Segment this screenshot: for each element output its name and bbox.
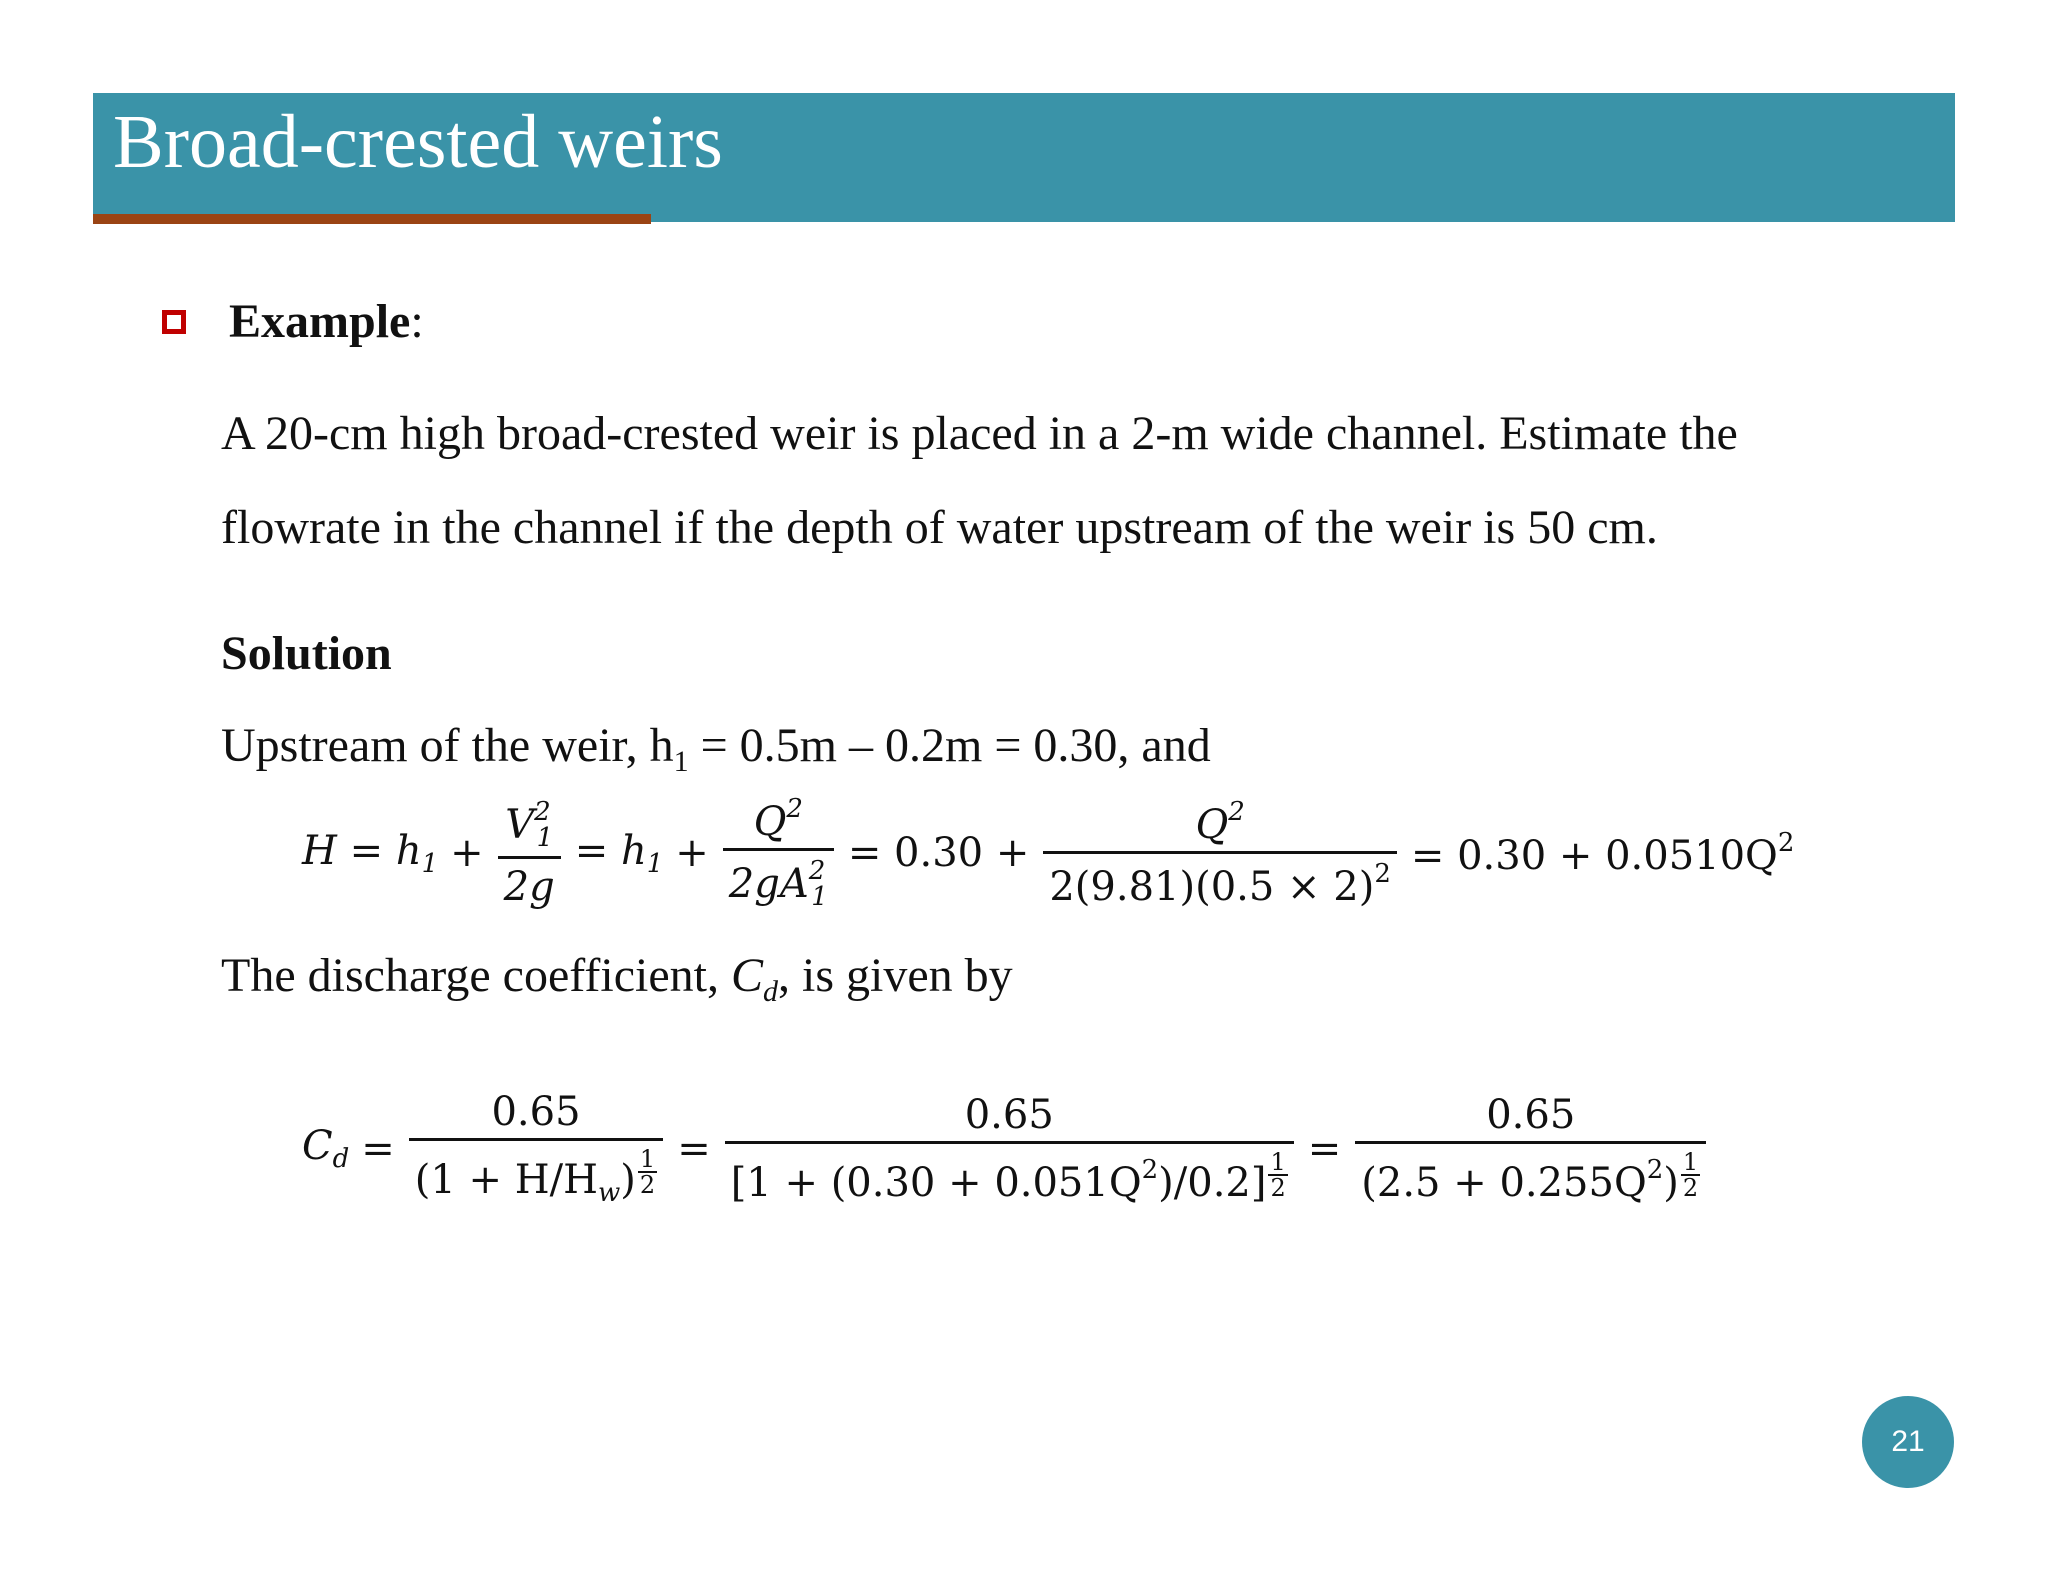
- title-underline: [93, 214, 651, 224]
- eq1-plus2: +: [675, 830, 709, 877]
- example-label: Example: [229, 295, 411, 348]
- problem-line-1: A 20-cm high broad-crested weir is placed in a 2-m wide channel. Estimate the: [221, 407, 1738, 460]
- example-heading: [229, 296, 424, 349]
- eq2-frac-2: 0.65 $[1 + (0.30 + 0.051Q^2)/0.2]$ $\frac{1}{2}$: [725, 1093, 1294, 1205]
- eq2-frac-1: 0.65 $(1 + H/H_w)$ $\frac{1}{2}$: [409, 1090, 663, 1208]
- checkbox-bullet-icon: [162, 310, 186, 334]
- eq1-frac-velocity: $\frac{V^2_1}{2g}$: [498, 798, 561, 910]
- page-number-badge: 21: [1862, 1396, 1954, 1488]
- discharge-symbol: C: [731, 949, 764, 1002]
- solution-heading: Solution: [221, 627, 392, 680]
- eq2-eq3: =: [1307, 1125, 1342, 1172]
- problem-line-2: flowrate in the channel if the depth of water upstream of the weir is 50 cm.: [221, 501, 1658, 554]
- discharge-line: [221, 950, 1013, 1008]
- upstream-sub: 1: [673, 745, 689, 778]
- eq1-frac-discharge: $\frac{Q^2}{2gA^2_1}$: [723, 795, 834, 912]
- eq2-eq1: =: [361, 1125, 395, 1172]
- eq1-plus: +: [450, 830, 484, 877]
- upstream-prefix: Upstream of the weir, h: [221, 719, 674, 772]
- upstream-suffix: = 0.5m – 0.2m = 0.30, and: [688, 719, 1211, 772]
- eq2-lhs: $C_d$: [302, 1123, 350, 1175]
- eq2-eq2: =: [677, 1125, 711, 1172]
- cd-equation: [296, 1090, 1714, 1208]
- eq1-eq-h: = $h_1$: [574, 827, 664, 879]
- eq2-frac-3: 0.65 $(2.5 + 0.255Q^2)$ $\frac{1}{2}$: [1355, 1093, 1706, 1205]
- eq1-frac-numeric: $\frac{Q^2}{2(9.81)(0.5 \times 2)^2}$: [1043, 798, 1397, 909]
- example-colon: :: [410, 295, 424, 348]
- discharge-sub: d: [763, 975, 779, 1008]
- discharge-prefix: The discharge coefficient,: [221, 949, 731, 1002]
- eq1-result: = $0.30 + 0.0510Q^2$: [1410, 827, 1795, 879]
- head-equation: [296, 795, 1800, 912]
- eq1-eq-030: = 0.30 +: [847, 830, 1030, 877]
- slide-title: Broad-crested weirs: [113, 100, 723, 184]
- eq1-lhs: $H = h_1$: [302, 827, 439, 879]
- discharge-suffix: , is given by: [778, 949, 1013, 1002]
- upstream-line: [221, 720, 1211, 778]
